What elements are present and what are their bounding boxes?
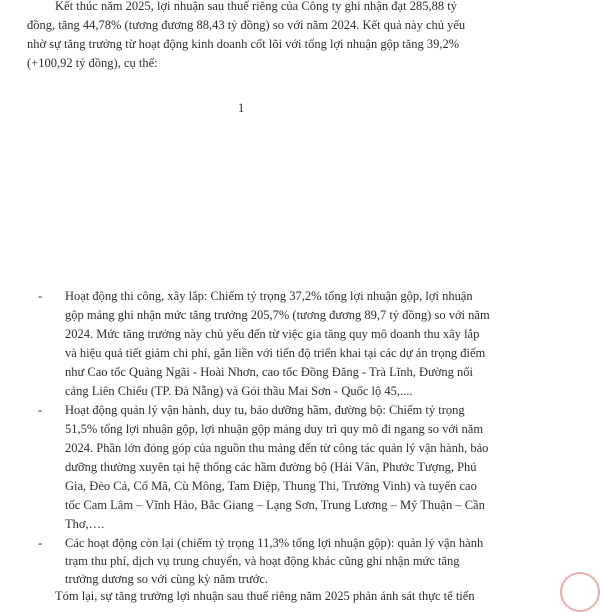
text-line: nhờ sự tăng trưởng từ hoạt động kinh doanh cốt lõi với tổng lợi nhuận gộp tăng 39,2% <box>27 37 460 51</box>
text-line: Hoạt động thi công, xây lắp: Chiếm tỷ trọng 37,2% tổng lợi nhuận gộp, lợi nhuận <box>65 289 473 303</box>
text-line: tốc Cam Lâm – Vĩnh Hảo, Bắc Giang – Lạng Sơn, Trung Lương – Mỹ Thuận – Cần <box>65 498 485 512</box>
text-line: trưởng dương so với cùng kỳ năm trước. <box>65 572 268 586</box>
text-line: Thơ,…. <box>65 517 105 531</box>
text-line: gộp mảng ghi nhận mức tăng trưởng 205,7% (tương đương 89,7 tỷ đồng) so với năm <box>65 308 490 322</box>
text-line: Hoạt động quản lý vận hành, duy tu, bảo dưỡng hầm, đường bộ: Chiếm tỷ trọng <box>65 403 465 417</box>
text-line: (+100,92 tỷ đồng), cụ thể: <box>27 56 158 70</box>
bullet-marker: - <box>38 403 43 417</box>
bullet-marker: - <box>38 536 43 550</box>
summary-line: Tóm lại, sự tăng trưởng lợi nhuận sau thuế riêng năm 2025 phản ánh sát thực tế tiến <box>55 589 475 603</box>
page-number: 1 <box>238 101 245 115</box>
text-line: trạm thu phí, dịch vụ trung chuyển, và hoạt động khác cũng ghi nhận mức tăng <box>65 554 460 568</box>
text-line: 2024. Mức tăng trưởng này chủ yếu đến từ việc gia tăng quy mô doanh thu xây lắp <box>65 327 480 341</box>
text-line: 2024. Phần lớn đóng góp của nguồn thu mảng đến từ công tác quản lý vận hành, bảo <box>65 441 489 455</box>
text-line: Các hoạt động còn lại (chiếm tỷ trọng 11,3% tổng lợi nhuận gộp): quản lý vận hành <box>65 536 484 550</box>
text-line: đồng, tăng 44,78% (tương đương 88,43 tỷ đồng) so với năm 2024. Kết quả này chủ yếu <box>27 18 466 32</box>
text-line: Gia, Đèo Cả, Cổ Mã, Cù Mông, Tam Điệp, Thung Thi, Trường Vinh) và tuyến cao <box>65 479 477 493</box>
text-line: 51,5% tổng lợi nhuận gộp, lợi nhuận gộp mảng duy trì quy mô đi ngang so với năm <box>65 422 484 436</box>
text-line: Kết thúc năm 2025, lợi nhuận sau thuế riêng của Công ty ghi nhận đạt 285,88 tỷ <box>55 0 457 13</box>
text-line: cảng Liên Chiểu (TP. Đà Nẵng) và Gói thầu Mai Sơn - Quốc lộ 45,.... <box>65 384 413 398</box>
text-line: như Cao tốc Quảng Ngãi - Hoài Nhơn, cao tốc Đồng Đăng - Trà Lĩnh, Đường nối <box>65 365 473 379</box>
bullet-marker: - <box>38 289 43 303</box>
text-line: và hiệu quả tiết giảm chi phí, gắn liền với tiến độ triển khai tại các dự án trọng điểm <box>65 346 486 360</box>
text-line: dưỡng thường xuyên tại hệ thống các hầm đường bộ (Hải Vân, Phước Tượng, Phú <box>65 460 477 474</box>
company-seal-stamp <box>560 572 600 612</box>
